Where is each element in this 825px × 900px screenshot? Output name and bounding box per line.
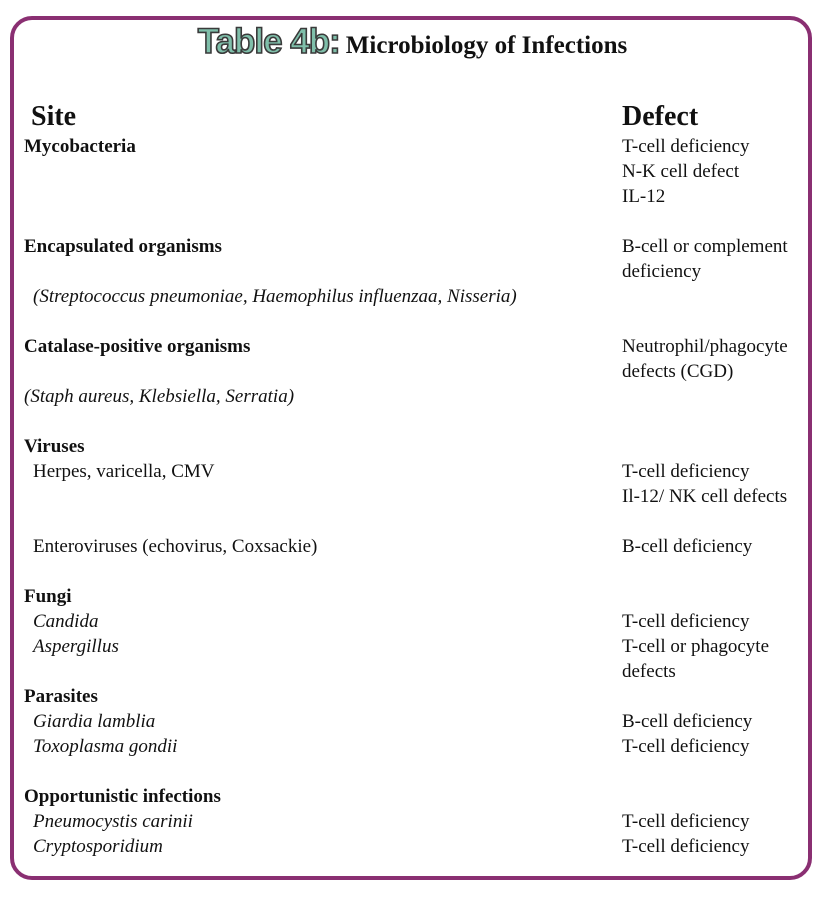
defect-line: Il-12/ NK cell defects [622, 486, 788, 507]
defect-line: defects (CGD) [622, 361, 734, 382]
defect-line: defects [622, 661, 676, 682]
site-examples: (Streptococcus pneumoniae, Haemophilus influenzaa, Nisseria) [33, 286, 517, 307]
site-mycobacteria: Mycobacteria [24, 136, 136, 157]
site-giardia: Giardia lamblia [33, 711, 156, 732]
site-parasites: Parasites [24, 686, 98, 707]
title-lead: Table 4b: [197, 22, 340, 61]
site-examples: (Staph aureus, Klebsiella, Serratia) [24, 386, 295, 407]
site-encapsulated-organisms: Encapsulated organisms [24, 236, 222, 257]
column-header-site: Site [31, 101, 77, 132]
site-catalase-positive: Catalase-positive organisms [24, 336, 251, 357]
page-title [0, 22, 825, 62]
defect-line: T-cell deficiency [622, 611, 750, 632]
defect-line: B-cell deficiency [622, 536, 753, 557]
site-viruses: Viruses [24, 436, 85, 457]
defect-line: N-K cell defect [622, 161, 740, 182]
site-cryptosporidium: Cryptosporidium [33, 836, 163, 857]
defect-line: T-cell or phagocyte [622, 636, 770, 657]
site-candida: Candida [33, 611, 99, 632]
defect-line: B-cell or complement [622, 236, 788, 257]
defect-line: T-cell deficiency [622, 461, 750, 482]
column-header-defect: Defect [622, 101, 699, 132]
title-rest: Microbiology of Infections [345, 32, 628, 59]
defect-line: T-cell deficiency [622, 736, 750, 757]
site-pneumocystis: Pneumocystis carinii [33, 811, 193, 832]
site-opportunistic-infections: Opportunistic infections [24, 786, 221, 807]
defect-line: T-cell deficiency [622, 136, 750, 157]
defect-line: T-cell deficiency [622, 836, 750, 857]
defect-line: T-cell deficiency [622, 811, 750, 832]
defect-line: IL-12 [622, 186, 666, 207]
site-toxoplasma: Toxoplasma gondii [33, 736, 178, 757]
defect-line: B-cell deficiency [622, 711, 753, 732]
site-enteroviruses: Enteroviruses (echovirus, Coxsackie) [33, 536, 318, 557]
defect-line: Neutrophil/phagocyte [622, 336, 788, 357]
site-aspergillus: Aspergillus [33, 636, 119, 657]
defect-line: deficiency [622, 261, 702, 282]
site-herpes: Herpes, varicella, CMV [33, 461, 215, 482]
site-fungi: Fungi [24, 586, 72, 607]
